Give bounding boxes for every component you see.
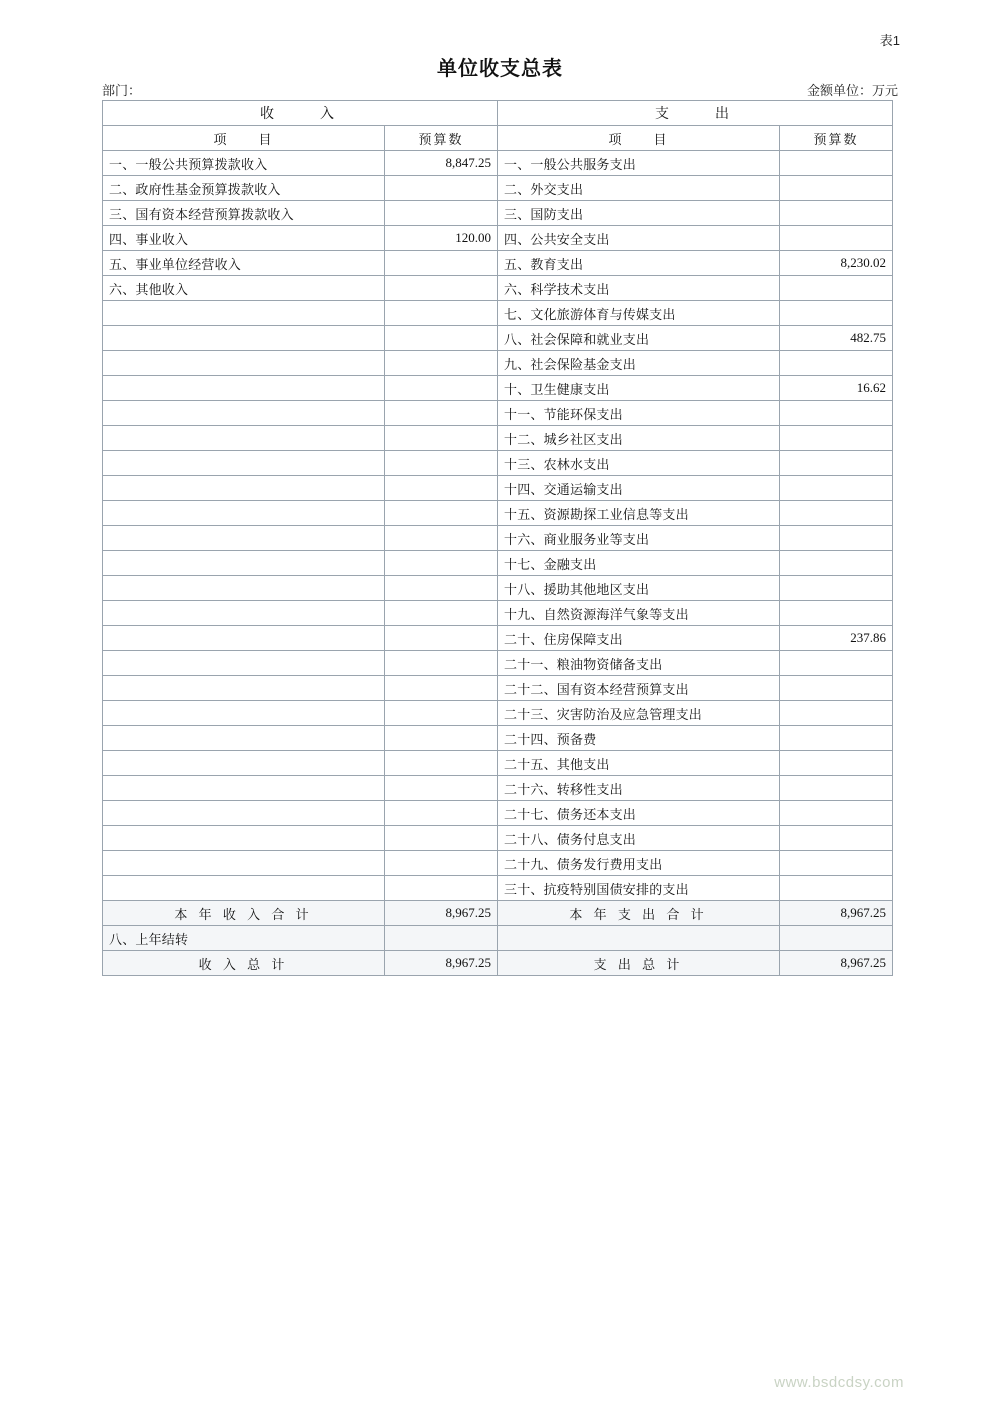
expense-item-cell: 十三、农林水支出 bbox=[498, 451, 780, 476]
expense-amount-cell bbox=[780, 226, 893, 251]
table-row bbox=[103, 551, 893, 576]
expense-item-cell: 十、卫生健康支出 bbox=[498, 376, 780, 401]
column-header-income-item: 项 目 bbox=[103, 126, 385, 151]
income-item-cell bbox=[103, 726, 385, 751]
income-amount-cell: 8,847.25 bbox=[385, 151, 498, 176]
table-row bbox=[103, 276, 893, 301]
income-amount-cell bbox=[385, 876, 498, 901]
expense-item-cell: 四、公共安全支出 bbox=[498, 226, 780, 251]
income-amount-cell bbox=[385, 726, 498, 751]
table-row bbox=[103, 226, 893, 251]
table-row bbox=[103, 376, 893, 401]
income-item-cell: 五、事业单位经营收入 bbox=[103, 251, 385, 276]
income-item-cell: 六、其他收入 bbox=[103, 276, 385, 301]
expense-amount-cell bbox=[780, 526, 893, 551]
expense-item-cell: 八、社会保障和就业支出 bbox=[498, 326, 780, 351]
expense-amount-cell bbox=[780, 426, 893, 451]
expense-amount-cell bbox=[780, 476, 893, 501]
income-item-cell bbox=[103, 426, 385, 451]
income-amount-cell bbox=[385, 576, 498, 601]
income-item-cell bbox=[103, 551, 385, 576]
table-row bbox=[103, 801, 893, 826]
expense-item-cell: 二十七、债务还本支出 bbox=[498, 801, 780, 826]
expense-summary-label-cell: 本 年 支 出 合 计 bbox=[498, 901, 780, 926]
income-amount-cell bbox=[385, 601, 498, 626]
expense-item-cell: 二十五、其他支出 bbox=[498, 751, 780, 776]
column-header-expense-amount: 预算数 bbox=[780, 126, 893, 151]
income-amount-cell bbox=[385, 401, 498, 426]
expense-amount-cell bbox=[780, 276, 893, 301]
table-summary-row bbox=[103, 926, 893, 951]
table-row bbox=[103, 251, 893, 276]
income-amount-cell bbox=[385, 526, 498, 551]
expense-summary-label-cell: 支 出 总 计 bbox=[498, 951, 780, 976]
income-amount-cell bbox=[385, 551, 498, 576]
column-header-income-amount: 预算数 bbox=[385, 126, 498, 151]
amount-unit-label: 金额单位：万元 bbox=[806, 83, 898, 98]
expense-item-cell: 九、社会保险基金支出 bbox=[498, 351, 780, 376]
income-item-cell bbox=[103, 851, 385, 876]
expense-summary-amount-cell: 8,967.25 bbox=[780, 901, 893, 926]
department-label: 部门： bbox=[102, 83, 142, 98]
income-summary-label-cell: 本 年 收 入 合 计 bbox=[103, 901, 385, 926]
table-row bbox=[103, 451, 893, 476]
table-row bbox=[103, 701, 893, 726]
table-row bbox=[103, 601, 893, 626]
expense-item-cell: 一、一般公共服务支出 bbox=[498, 151, 780, 176]
expense-summary-amount-cell bbox=[780, 926, 893, 951]
income-amount-cell bbox=[385, 176, 498, 201]
expense-amount-cell: 8,230.02 bbox=[780, 251, 893, 276]
table-row bbox=[103, 826, 893, 851]
income-item-cell bbox=[103, 701, 385, 726]
table-summary-row bbox=[103, 951, 893, 976]
income-item-cell bbox=[103, 451, 385, 476]
income-item-cell bbox=[103, 401, 385, 426]
expense-amount-cell bbox=[780, 801, 893, 826]
table-row bbox=[103, 626, 893, 651]
table-row bbox=[103, 151, 893, 176]
table-row bbox=[103, 301, 893, 326]
income-item-cell: 三、国有资本经营预算拨款收入 bbox=[103, 201, 385, 226]
expense-item-cell: 十九、自然资源海洋气象等支出 bbox=[498, 601, 780, 626]
expense-summary-amount-cell: 8,967.25 bbox=[780, 951, 893, 976]
expense-amount-cell bbox=[780, 876, 893, 901]
expense-item-cell: 六、科学技术支出 bbox=[498, 276, 780, 301]
income-item-cell bbox=[103, 751, 385, 776]
income-item-cell bbox=[103, 776, 385, 801]
table-row bbox=[103, 326, 893, 351]
expense-amount-cell: 237.86 bbox=[780, 626, 893, 651]
expense-amount-cell bbox=[780, 676, 893, 701]
table-row bbox=[103, 576, 893, 601]
income-item-cell bbox=[103, 601, 385, 626]
income-item-cell bbox=[103, 501, 385, 526]
income-amount-cell bbox=[385, 826, 498, 851]
expense-item-cell: 十一、节能环保支出 bbox=[498, 401, 780, 426]
expense-item-cell: 十五、资源勘探工业信息等支出 bbox=[498, 501, 780, 526]
table-row bbox=[103, 651, 893, 676]
income-item-cell bbox=[103, 876, 385, 901]
expense-amount-cell: 482.75 bbox=[780, 326, 893, 351]
expense-item-cell: 三、国防支出 bbox=[498, 201, 780, 226]
column-header-row bbox=[103, 126, 893, 151]
income-amount-cell bbox=[385, 301, 498, 326]
expense-group-header: 支 出 bbox=[498, 101, 893, 126]
expense-amount-cell bbox=[780, 851, 893, 876]
expense-amount-cell bbox=[780, 551, 893, 576]
income-item-cell bbox=[103, 526, 385, 551]
expense-item-cell: 二十四、预备费 bbox=[498, 726, 780, 751]
expense-summary-label-cell bbox=[498, 926, 780, 951]
expense-item-cell: 十六、商业服务业等支出 bbox=[498, 526, 780, 551]
income-summary-amount-cell: 8,967.25 bbox=[385, 951, 498, 976]
expense-amount-cell bbox=[780, 751, 893, 776]
expense-amount-cell bbox=[780, 576, 893, 601]
group-header-row bbox=[103, 101, 893, 126]
expense-item-cell: 二十八、债务付息支出 bbox=[498, 826, 780, 851]
income-item-cell bbox=[103, 301, 385, 326]
income-item-cell bbox=[103, 351, 385, 376]
expense-amount-cell bbox=[780, 301, 893, 326]
expense-item-cell: 十二、城乡社区支出 bbox=[498, 426, 780, 451]
expense-item-cell: 二十六、转移性支出 bbox=[498, 776, 780, 801]
expense-amount-cell: 16.62 bbox=[780, 376, 893, 401]
table-row bbox=[103, 726, 893, 751]
expense-amount-cell bbox=[780, 651, 893, 676]
income-amount-cell bbox=[385, 626, 498, 651]
expense-amount-cell bbox=[780, 201, 893, 226]
sheet-number: 表1 bbox=[879, 33, 900, 48]
expense-amount-cell bbox=[780, 401, 893, 426]
income-amount-cell bbox=[385, 251, 498, 276]
expense-item-cell: 十四、交通运输支出 bbox=[498, 476, 780, 501]
income-amount-cell bbox=[385, 751, 498, 776]
expense-amount-cell bbox=[780, 501, 893, 526]
income-item-cell: 一、一般公共预算拨款收入 bbox=[103, 151, 385, 176]
income-item-cell bbox=[103, 651, 385, 676]
income-amount-cell bbox=[385, 801, 498, 826]
expense-item-cell: 七、文化旅游体育与传媒支出 bbox=[498, 301, 780, 326]
expense-amount-cell bbox=[780, 701, 893, 726]
income-amount-cell bbox=[385, 651, 498, 676]
table-row bbox=[103, 776, 893, 801]
income-item-cell bbox=[103, 826, 385, 851]
income-amount-cell bbox=[385, 476, 498, 501]
income-amount-cell bbox=[385, 426, 498, 451]
income-item-cell bbox=[103, 801, 385, 826]
income-amount-cell bbox=[385, 201, 498, 226]
table-row bbox=[103, 876, 893, 901]
expense-amount-cell bbox=[780, 776, 893, 801]
column-header-expense-item: 项 目 bbox=[498, 126, 780, 151]
table-row bbox=[103, 426, 893, 451]
income-amount-cell bbox=[385, 451, 498, 476]
income-item-cell bbox=[103, 626, 385, 651]
expense-amount-cell bbox=[780, 176, 893, 201]
expense-amount-cell bbox=[780, 826, 893, 851]
page-title: 单位收支总表 bbox=[437, 58, 563, 80]
table-row bbox=[103, 851, 893, 876]
income-amount-cell bbox=[385, 376, 498, 401]
income-summary-label-cell: 八、上年结转 bbox=[103, 926, 385, 951]
expense-item-cell: 二十九、债务发行费用支出 bbox=[498, 851, 780, 876]
income-item-cell bbox=[103, 326, 385, 351]
table-row bbox=[103, 176, 893, 201]
table-row bbox=[103, 526, 893, 551]
expense-amount-cell bbox=[780, 351, 893, 376]
income-summary-amount-cell bbox=[385, 926, 498, 951]
expense-item-cell: 二十、住房保障支出 bbox=[498, 626, 780, 651]
expense-item-cell: 二十二、国有资本经营预算支出 bbox=[498, 676, 780, 701]
income-amount-cell bbox=[385, 501, 498, 526]
expense-item-cell: 二十三、灾害防治及应急管理支出 bbox=[498, 701, 780, 726]
income-amount-cell bbox=[385, 676, 498, 701]
table-row bbox=[103, 501, 893, 526]
income-item-cell: 四、事业收入 bbox=[103, 226, 385, 251]
income-amount-cell bbox=[385, 701, 498, 726]
expense-item-cell: 二十一、粮油物资储备支出 bbox=[498, 651, 780, 676]
income-item-cell: 二、政府性基金预算拨款收入 bbox=[103, 176, 385, 201]
table-summary-row bbox=[103, 901, 893, 926]
expense-amount-cell bbox=[780, 726, 893, 751]
budget-summary-table bbox=[102, 100, 893, 976]
income-amount-cell bbox=[385, 326, 498, 351]
income-item-cell bbox=[103, 676, 385, 701]
table-row bbox=[103, 401, 893, 426]
table-row bbox=[103, 201, 893, 226]
income-group-header: 收 入 bbox=[103, 101, 498, 126]
table-row bbox=[103, 751, 893, 776]
expense-amount-cell bbox=[780, 601, 893, 626]
income-summary-amount-cell: 8,967.25 bbox=[385, 901, 498, 926]
income-item-cell bbox=[103, 576, 385, 601]
income-amount-cell bbox=[385, 276, 498, 301]
watermark: www.bsdcdsy.com bbox=[774, 1374, 904, 1391]
expense-amount-cell bbox=[780, 151, 893, 176]
income-amount-cell bbox=[385, 776, 498, 801]
table-row bbox=[103, 476, 893, 501]
income-item-cell bbox=[103, 376, 385, 401]
expense-item-cell: 十七、金融支出 bbox=[498, 551, 780, 576]
income-summary-label-cell: 收 入 总 计 bbox=[103, 951, 385, 976]
expense-amount-cell bbox=[780, 451, 893, 476]
expense-item-cell: 十八、援助其他地区支出 bbox=[498, 576, 780, 601]
income-amount-cell bbox=[385, 351, 498, 376]
expense-item-cell: 三十、抗疫特别国债安排的支出 bbox=[498, 876, 780, 901]
table-row bbox=[103, 676, 893, 701]
expense-item-cell: 五、教育支出 bbox=[498, 251, 780, 276]
income-amount-cell: 120.00 bbox=[385, 226, 498, 251]
table-row bbox=[103, 351, 893, 376]
expense-item-cell: 二、外交支出 bbox=[498, 176, 780, 201]
income-amount-cell bbox=[385, 851, 498, 876]
income-item-cell bbox=[103, 476, 385, 501]
